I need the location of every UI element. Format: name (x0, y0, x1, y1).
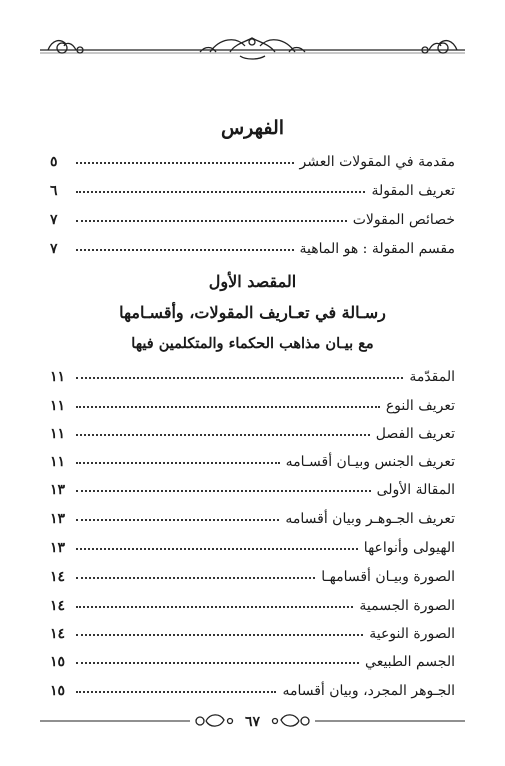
toc-entry-label: الصورة النوعية (369, 626, 455, 642)
toc-entry-label: الهيولى وأنواعها (363, 540, 455, 556)
toc-entry-label: تعريف الجنس وبيـان أقسـامه (285, 454, 455, 470)
leader-dots (76, 376, 403, 379)
toc-page-number: ١١ (50, 398, 66, 414)
toc-entry-label: الصورة الجسمية (359, 598, 455, 614)
toc-entry-label: المقدّمة (409, 369, 455, 385)
page-number: ٦٧ (244, 714, 261, 730)
toc-page-number: ٥ (50, 154, 58, 170)
toc-entry-label: تعريف النوع (385, 398, 455, 414)
toc-entry-label: المقالة الأولى (376, 482, 455, 498)
toc-page-number: ٦ (50, 183, 58, 199)
toc-entry[interactable] (50, 204, 455, 228)
toc-page-number: ١١ (50, 369, 66, 385)
toc-entry[interactable] (50, 233, 455, 257)
toc-page-number: ٧ (50, 241, 58, 257)
toc-entry-label: تعريف المقولة (371, 183, 455, 199)
toc-page-number: ١٤ (50, 569, 66, 585)
leader-dots (76, 405, 380, 408)
toc-page-number: ١١ (50, 454, 66, 470)
toc-page-number: ١١ (50, 426, 66, 442)
toc-entry[interactable] (50, 418, 455, 442)
toc-entry-label: الجـوهر المجرد، وبيان أقسامه (282, 683, 455, 699)
toc-page-number: ١٣ (50, 511, 66, 527)
leader-dots (76, 190, 365, 193)
toc-entry-label: الصورة وبيـان أقسامهـا (321, 569, 455, 585)
toc-entry[interactable] (50, 474, 455, 498)
toc-entry[interactable] (50, 618, 455, 642)
leader-dots (76, 605, 353, 608)
leader-dots (76, 690, 276, 693)
leader-dots (76, 576, 315, 579)
toc-entry[interactable] (50, 675, 455, 699)
toc-entry-label: الجسم الطبيعي (365, 654, 455, 670)
toc-page-number: ١٤ (50, 626, 66, 642)
leader-dots (76, 433, 370, 436)
toc-entry[interactable] (50, 646, 455, 670)
toc-page-number: ١٥ (50, 683, 66, 699)
toc-entry[interactable] (50, 146, 455, 170)
toc-entry[interactable] (50, 503, 455, 527)
toc-entry[interactable] (50, 590, 455, 614)
toc-entry[interactable] (50, 561, 455, 585)
section-heading: المقصد الأول (208, 272, 297, 291)
toc-entry[interactable] (50, 390, 455, 414)
toc-page-number: ١٤ (50, 598, 66, 614)
leader-dots (76, 547, 358, 550)
leader-dots (76, 489, 371, 492)
toc-entry[interactable] (50, 361, 455, 385)
toc-entry-label: تعريف الجـوهـر وبيان أقسامه (285, 511, 455, 527)
toc-page-number: ١٥ (50, 654, 66, 670)
toc-entry-label: مقدمة في المقولات العشر (299, 154, 455, 170)
leader-dots (76, 661, 359, 664)
footer-ornament (40, 708, 465, 734)
leader-dots (76, 248, 294, 251)
toc-entry-label: تعريف الفصل (375, 426, 455, 442)
toc-page-number: ١٣ (50, 482, 66, 498)
section-subtitle: رسـالة في تعـاريف المقولات، وأقسـامها (119, 303, 386, 322)
toc-entry[interactable] (50, 532, 455, 556)
toc-entry[interactable] (50, 175, 455, 199)
leader-dots (76, 219, 347, 222)
leader-dots (76, 461, 280, 464)
toc-entry-label: خصائص المقولات (352, 212, 455, 228)
index-title: الفهرس (220, 117, 285, 139)
section-subtitle-2: مع بيـان مذاهب الحكماء والمتكلمين فيها (131, 335, 374, 352)
leader-dots (76, 518, 279, 521)
leader-dots (76, 633, 363, 636)
toc-page-number: ١٣ (50, 540, 66, 556)
toc-entry-label: مقسم المقولة : هو الماهية (299, 241, 455, 257)
header-ornament (40, 34, 465, 64)
leader-dots (76, 161, 294, 164)
toc-page-number: ٧ (50, 212, 58, 228)
toc-entry[interactable] (50, 446, 455, 470)
